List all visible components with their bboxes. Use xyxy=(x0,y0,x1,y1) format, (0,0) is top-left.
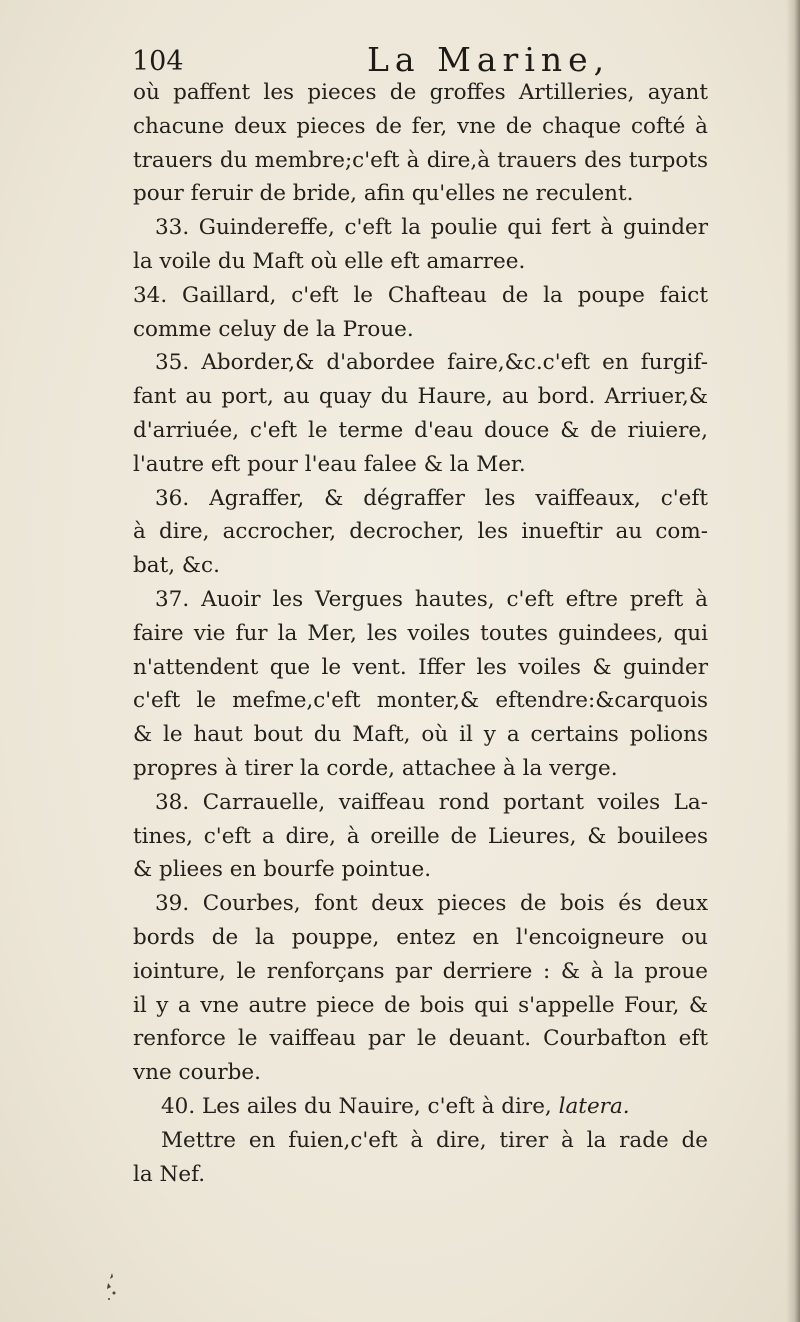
text-line: la voile du Maft où elle eft amarree. xyxy=(133,248,526,274)
latin-term: latera. xyxy=(558,1093,630,1119)
text-line: c'eft le mefme,c'eft monter,& eftendre:&carquois xyxy=(133,688,708,714)
page-edge-shadow xyxy=(786,0,800,1322)
entry-34: 34. Gaillard, c'eft le Chafteau de la poupe faict xyxy=(133,282,708,308)
text-line: & le haut bout du Maft, où il y a certains polions xyxy=(133,722,708,748)
entry-40-text: 40. Les ailes du Nauire, c'eft à dire, xyxy=(161,1093,552,1119)
running-head: La Marine, xyxy=(367,40,611,79)
page-number: 104 xyxy=(132,46,184,77)
text-line: il y a vne autre piece de bois qui s'appelle Four, & xyxy=(133,992,708,1018)
text-line: l'autre eft pour l'eau falee & la Mer. xyxy=(133,451,526,477)
text-line: où paffent les pieces de groffes Artilleries, ayant xyxy=(133,80,708,105)
text-line: bords de la pouppe, entez en l'encoigneure ou xyxy=(133,924,708,950)
text-line: chacune deux pieces de fer, vne de chaque cofté à xyxy=(133,113,708,139)
body-text xyxy=(133,76,708,1191)
entry-40 xyxy=(133,1090,708,1124)
entry-36: 36. Agraffer, & dégraffer les vaiffeaux, c'eft xyxy=(155,485,708,511)
text-line: comme celuy de la Proue. xyxy=(133,316,414,342)
text-line: n'attendent que le vent. Iffer les voiles & guinder xyxy=(133,654,708,680)
text-line: bat, &c. xyxy=(133,553,220,579)
text-line: faire vie fur la Mer, les voiles toutes guindees, qui xyxy=(133,620,708,646)
text-line: d'arriuée, c'eft le terme d'eau douce & de riuiere, xyxy=(133,417,708,443)
text-line: fant au port, au quay du Haure, au bord. Arriuer,& xyxy=(133,384,708,410)
text-line: trauers du membre;c'eft à dire,à trauers des turpots xyxy=(133,147,708,173)
text-line: tines, c'eft a dire, à oreille de Lieures, & bouilees xyxy=(133,823,708,849)
text-line: propres à tirer la corde, attachee à la verge. xyxy=(133,755,618,781)
ink-specks-graphic xyxy=(100,1265,160,1305)
text-line: la Nef. xyxy=(133,1161,206,1187)
text-line: & pliees en bourfe pointue. xyxy=(133,857,432,883)
entry-35: 35. Aborder,& d'abordee faire,&c.c'eft en furgif- xyxy=(155,350,708,376)
entry-37: 37. Auoir les Vergues hautes, c'eft eftre preft à xyxy=(155,586,708,612)
text-line: à dire, accrocher, decrocher, les inueftir au com- xyxy=(133,519,708,545)
entry-39: 39. Courbes, font deux pieces de bois és deux xyxy=(155,891,708,917)
ink-specks xyxy=(100,1265,160,1305)
text-line: Mettre en fuien,c'eft à dire, tirer à la rade de xyxy=(161,1127,708,1153)
text-line: pour feruir de bride, afin qu'elles ne reculent. xyxy=(133,181,634,207)
entry-38: 38. Carrauelle, vaiffeau rond portant voiles La- xyxy=(155,789,708,815)
text-line: renforce le vaiffeau par le deuant. Courbafton eft xyxy=(133,1026,708,1052)
text-line: iointure, le renforçans par derriere : & à la proue xyxy=(133,958,708,984)
text-line: vne courbe. xyxy=(133,1060,261,1086)
entry-33: 33. Guindereffe, c'eft la poulie qui fert à guinder xyxy=(155,215,708,241)
